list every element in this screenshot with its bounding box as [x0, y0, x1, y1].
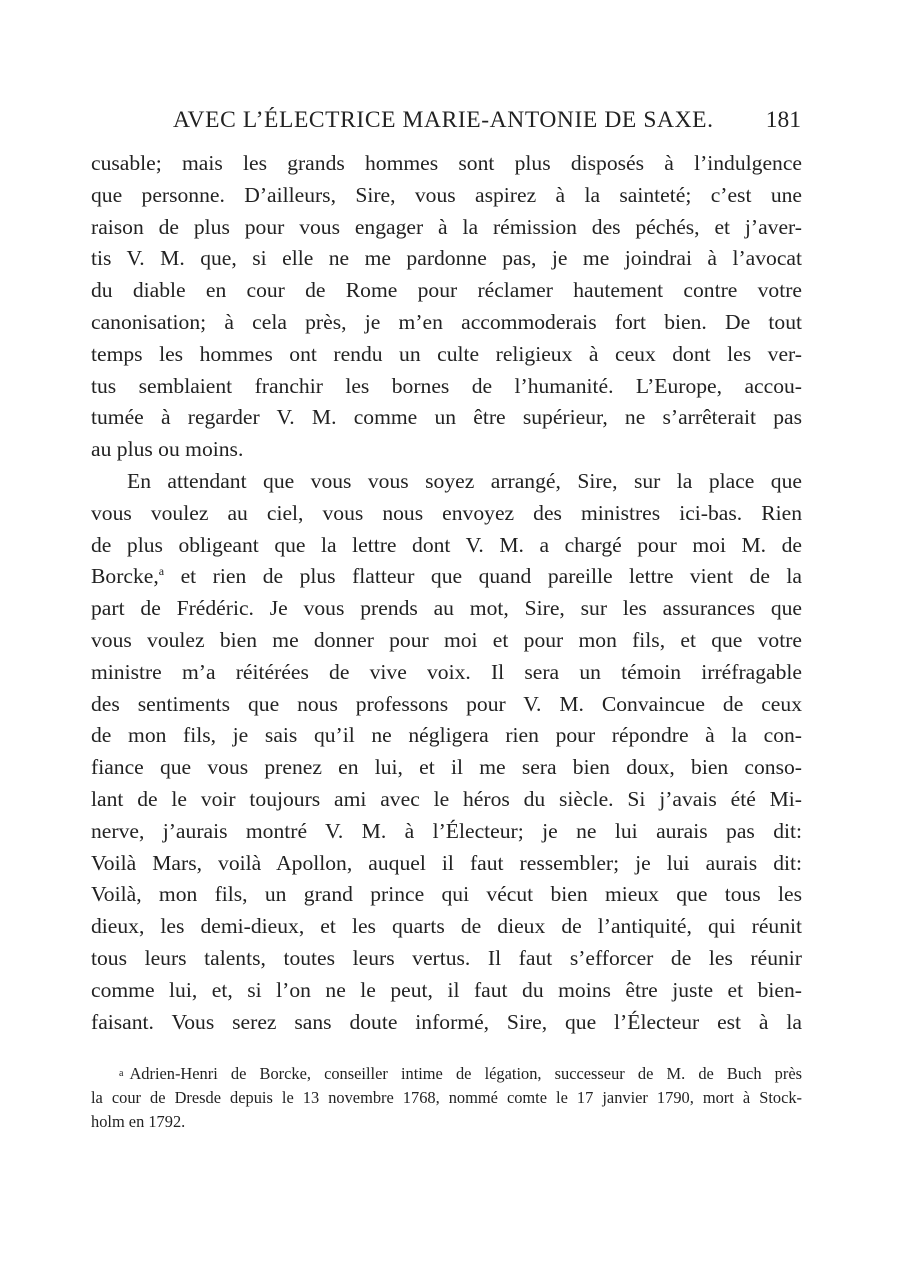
text-line: dieux, les demi-dieux, et les quarts de dieux de l’antiquité, qui réunit [91, 914, 802, 939]
text-line: de mon fils, je sais qu’il ne négligera rien pour répondre à la con- [91, 723, 802, 748]
footnote-line [91, 1062, 802, 1086]
running-header [91, 96, 802, 148]
text-line: ministre m’a réitérées de vive voix. Il sera un témoin irréfragable [91, 659, 802, 684]
text-fragment: et rien de plus flatteur que quand pareille lettre vient de la [180, 564, 803, 589]
text-line: raison de plus pour vous engager à la rémission des péchés, et j’aver- [91, 214, 802, 239]
text-line: temps les hommes ont rendu un culte religieux à ceux dont les ver- [91, 341, 802, 366]
text-line: lant de le voir toujours ami avec le héros du siècle. Si j’avais été Mi- [91, 786, 802, 811]
text-line: cusable; mais les grands hommes sont plus disposés à l’indulgence [91, 151, 802, 175]
text-line-with-note [91, 561, 802, 593]
footnotes [91, 1062, 802, 1134]
text-line: comme lui, et, si l’on ne le peut, il faut du moins être juste et bien- [91, 977, 802, 1002]
text-line: du diable en cour de Rome pour réclamer hautement contre votre [91, 278, 802, 303]
footnote-marker: a [119, 1068, 124, 1080]
text-line: tous leurs talents, toutes leurs vertus. Il faut s’efforcer de les réunir [91, 945, 802, 970]
paragraph-1 [91, 148, 802, 466]
text-line: En attendant que vous vous soyez arrangé, Sire, sur la place que [127, 468, 802, 493]
footnote-line: holm en 1792. [91, 1112, 186, 1132]
running-title: AVEC L’ÉLECTRICE MARIE-ANTONIE DE SAXE. [173, 107, 714, 133]
book-page [91, 96, 802, 1134]
text-line: Voilà Mars, voilà Apollon, auquel il faut ressembler; je lui aurais dit: [91, 850, 802, 875]
text-line: faisant. Vous serez sans doute informé, Sire, que l’Électeur est à la [91, 1009, 802, 1034]
text-line: nerve, j’aurais montré V. M. à l’Électeur; je ne lui aurais pas dit: [91, 818, 802, 843]
text-line: canonisation; à cela près, je m’en accommoderais fort bien. De tout [91, 309, 802, 334]
text-line: vous voulez au ciel, vous nous envoyez des ministres ici-bas. Rien [91, 500, 802, 525]
text-line: tumée à regarder V. M. comme un être supérieur, ne s’arrêterait pas [91, 405, 802, 430]
text-line: fiance que vous prenez en lui, et il me sera bien doux, bien conso- [91, 755, 802, 780]
page-number: 181 [765, 107, 801, 133]
body-text [91, 148, 802, 1038]
footnote-text: Adrien-Henri de Borcke, conseiller intime de légation, successeur de M. de Buch près [129, 1064, 802, 1084]
text-line: que personne. D’ailleurs, Sire, vous aspirez à la sainteté; c’est une [91, 182, 802, 207]
text-line: vous voulez bien me donner pour moi et pour mon fils, et que votre [91, 627, 802, 652]
text-line: de plus obligeant que la lettre dont V. M. a chargé pour moi M. de [91, 532, 802, 557]
text-fragment: Borcke, [91, 564, 159, 589]
footnote-reference[interactable]: a [158, 564, 165, 579]
paragraph-2 [91, 466, 802, 1038]
text-line: des sentiments que nous professons pour V. M. Convaincue de ceux [91, 691, 802, 716]
text-line: part de Frédéric. Je vous prends au mot, Sire, sur les assurances que [91, 596, 802, 621]
text-line: au plus ou moins. [91, 437, 244, 462]
text-line: Voilà, mon fils, un grand prince qui vécut bien mieux que tous les [91, 882, 802, 907]
footnote-line: la cour de Dresde depuis le 13 novembre 1768, nommé comte le 17 janvier 1790, mort à Stock- [91, 1088, 802, 1108]
text-line: tis V. M. que, si elle ne me pardonne pas, je me joindrai à l’avocat [91, 246, 802, 271]
text-line: tus semblaient franchir les bornes de l’humanité. L’Europe, accou- [91, 373, 802, 398]
